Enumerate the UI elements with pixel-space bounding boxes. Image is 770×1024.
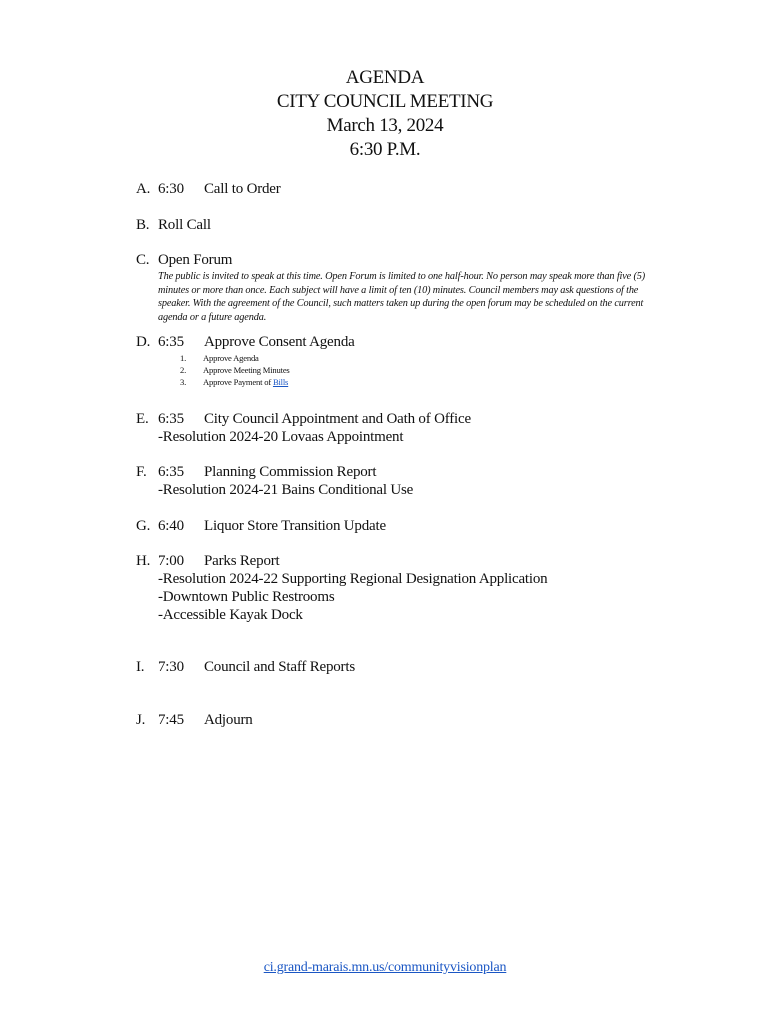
agenda-header	[0, 66, 770, 162]
item-time: 6:35	[158, 334, 184, 350]
list-text-prefix: Approve Payment of	[203, 377, 273, 387]
footer	[0, 960, 770, 976]
agenda-item-f	[136, 463, 696, 499]
item-subline: -Accessible Kayak Dock	[158, 607, 303, 623]
agenda-item-g	[136, 517, 696, 535]
list-number: 3.	[180, 377, 187, 387]
list-number: 1.	[180, 353, 187, 363]
item-title: City Council Appointment and Oath of Office	[204, 411, 471, 427]
list-number: 2.	[180, 365, 187, 375]
meeting-name: CITY COUNCIL MEETING	[276, 91, 494, 112]
item-title: Parks Report	[204, 553, 280, 569]
meeting-time: 6:30 P.M.	[349, 139, 421, 160]
item-letter: A.	[136, 181, 151, 197]
agenda-item-b	[136, 216, 696, 234]
community-vision-plan-link[interactable]: ci.grand-marais.mn.us/communityvisionplan	[263, 960, 507, 975]
bills-link[interactable]: Bills	[272, 377, 289, 387]
consent-agenda-list	[180, 352, 696, 388]
item-letter: B.	[136, 217, 150, 233]
agenda-item-d	[136, 333, 696, 388]
item-letter: E.	[136, 411, 149, 427]
item-title: Planning Commission Report	[204, 464, 377, 480]
item-subline: -Downtown Public Restrooms	[158, 589, 335, 605]
list-item	[180, 364, 696, 376]
item-subline: -Resolution 2024-21 Bains Conditional Use	[158, 482, 414, 498]
item-subline: -Resolution 2024-20 Lovaas Appointment	[158, 429, 404, 445]
list-text: Approve Agenda	[203, 353, 259, 363]
meeting-date: March 13, 2024	[326, 115, 444, 136]
item-letter: G.	[136, 518, 151, 534]
item-title: Call to Order	[204, 181, 281, 197]
item-title: Liquor Store Transition Update	[204, 518, 386, 534]
item-title: Adjourn	[204, 712, 253, 728]
item-letter: D.	[136, 334, 151, 350]
item-letter: C.	[136, 252, 150, 268]
item-time: 7:00	[158, 553, 184, 569]
item-letter: H.	[136, 553, 151, 569]
item-time: 7:30	[158, 659, 184, 675]
item-subline: -Resolution 2024-22 Supporting Regional Designation Application	[158, 571, 548, 587]
item-time: 6:40	[158, 518, 184, 534]
agenda-item-i	[136, 658, 696, 676]
list-item	[180, 376, 696, 388]
open-forum-note: The public is invited to speak at this time. Open Forum is limited to one half-hour. No person may speak more than five (5) minutes or more than once. Each subject will have a limit of ten (10) minutes. Council members may ask questions of the speaker. With the agreement of the Council, such matters taken up during the open forum may be scheduled on the current agenda or a future agenda.	[158, 271, 646, 323]
agenda-item-e	[136, 410, 696, 446]
item-time: 6:30	[158, 181, 184, 197]
agenda-item-j	[136, 711, 696, 729]
item-title: Roll Call	[158, 217, 211, 233]
list-text: Approve Meeting Minutes	[203, 365, 290, 375]
agenda-item-c	[136, 251, 696, 324]
agenda-item-a	[136, 180, 696, 198]
item-time: 6:35	[158, 464, 184, 480]
agenda-title: AGENDA	[345, 67, 425, 88]
item-time: 6:35	[158, 411, 184, 427]
item-title: Approve Consent Agenda	[204, 334, 355, 350]
item-time: 7:45	[158, 712, 184, 728]
item-letter: J.	[136, 712, 146, 728]
item-title: Council and Staff Reports	[204, 659, 355, 675]
agenda-item-h	[136, 552, 696, 624]
item-letter: I.	[136, 659, 145, 675]
list-text	[203, 376, 288, 388]
item-letter: F.	[136, 464, 147, 480]
item-title: Open Forum	[158, 252, 233, 268]
list-item	[180, 352, 696, 364]
